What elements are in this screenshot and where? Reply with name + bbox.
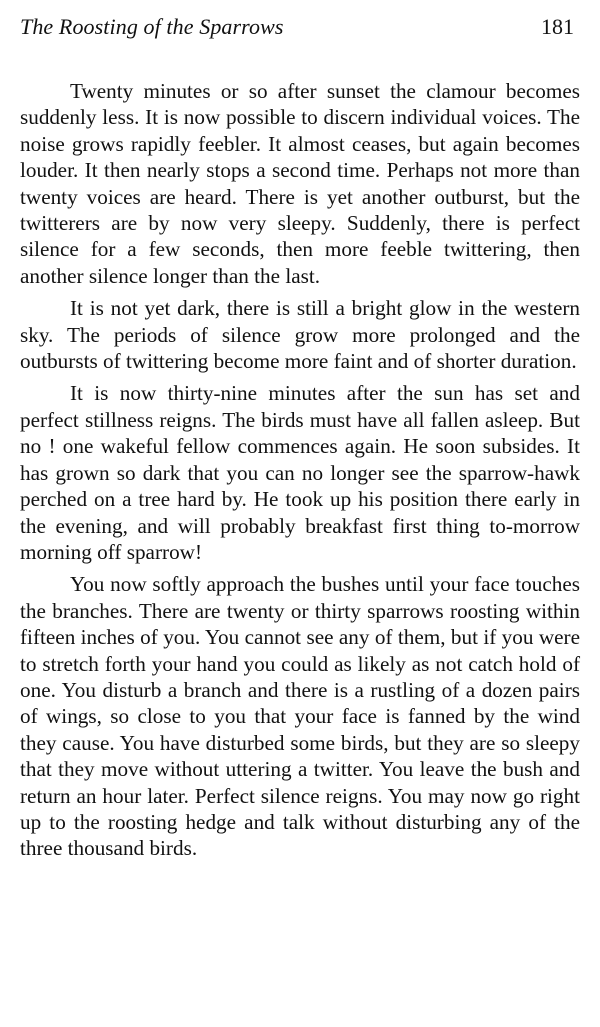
running-head [20,14,580,54]
book-page [20,14,580,1014]
page-number: 181 [541,14,574,39]
paragraph: Twenty minutes or so after sunset the clamour becomes suddenly less. It is now possible to discern individual voices. The noise grows rapidly feebler. It almost ceases, but again becomes louder. It then nearly stops a second time. Perhaps not more than twenty voices are heard. There is yet another outburst, but the twitterers are by now very sleepy. Suddenly, there is perfect silence for a few seconds, then more feeble twittering, then another silence longer than the last. [20,79,580,288]
paragraph: You now softly approach the bushes until your face touches the branches. There are twenty or thirty sparrows roosting within fifteen inches of you. You cannot see any of them, but if you were to stretch forth your hand you could as likely as not catch hold of one. You disturb a branch and there is a rustling of a dozen pairs of wings, so close to you that your face is fanned by the wind they cause. You have disturbed some birds, but they are so sleepy that they move without uttering a twitter. You leave the bush and return an hour later. Perfect silence reigns. You may now go right up to the roosting hedge and talk without disturbing any of the three thousand birds. [20,572,580,861]
running-title: The Roosting of the Sparrows [20,14,284,39]
paragraph: It is now thirty-nine minutes after the sun has set and perfect stillness reigns. The birds must have all fallen asleep. But no ! one wakeful fellow commences again. He soon subsides. It has grown so dark that you can no longer see the sparrow-hawk perched on a tree hard by. He took up his position there early in the evening, and will probably breakfast first thing to-morrow morning off sparrow! [20,381,580,564]
body-text [20,78,580,862]
paragraph: It is not yet dark, there is still a bright glow in the western sky. The periods of silence grow more prolonged and the outbursts of twittering become more faint and of shorter duration. [20,296,580,374]
